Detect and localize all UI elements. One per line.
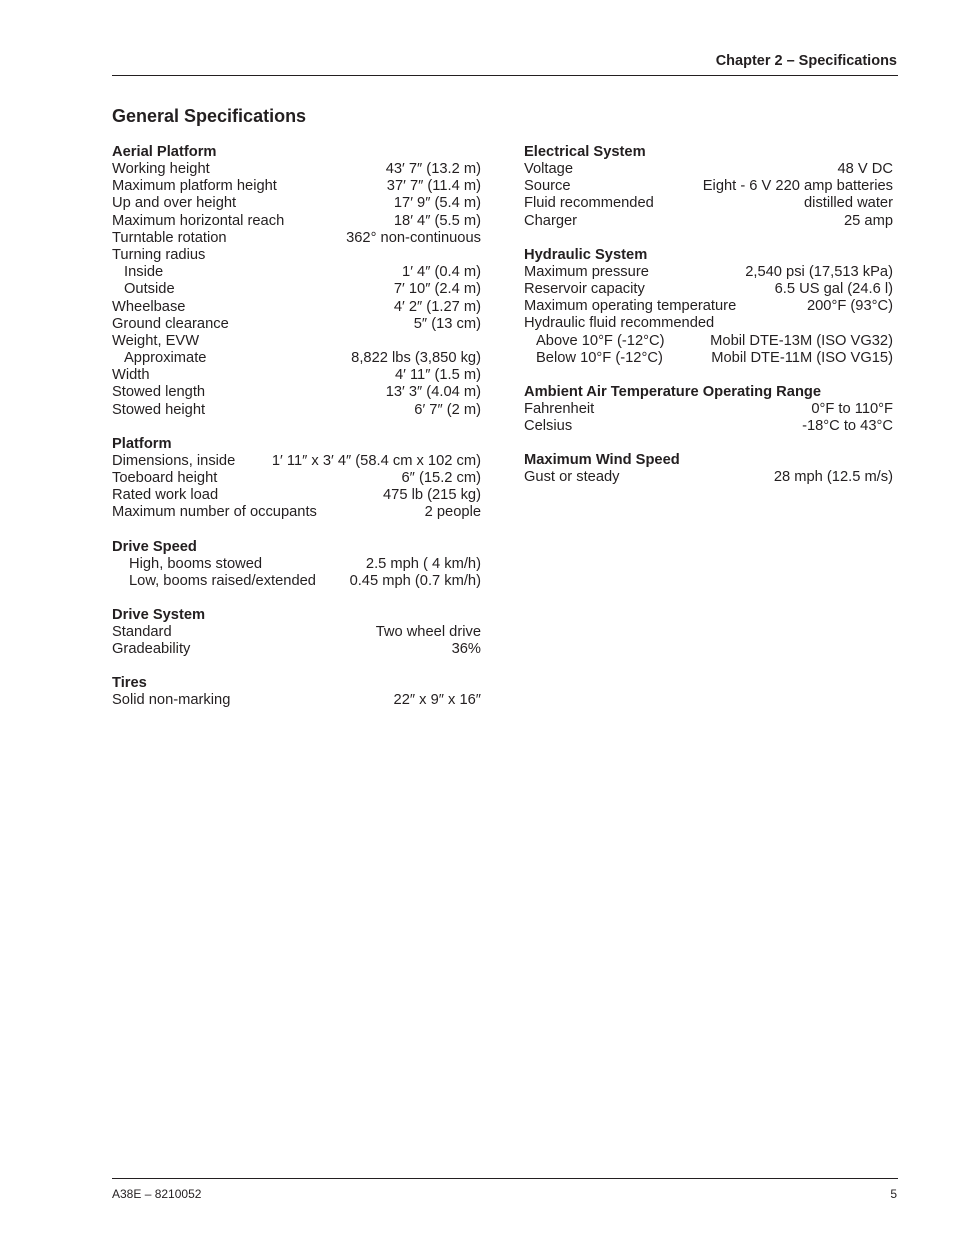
- section-title: Drive Speed: [112, 538, 197, 555]
- spec-value: 7′ 10″ (2.4 m): [393, 281, 481, 298]
- spec-label: Weight, EVW: [112, 332, 200, 349]
- spec-label: Below 10°F (-12°C): [536, 349, 663, 366]
- spec-value: 200°F (93°C): [806, 298, 893, 315]
- spec-label: Inside: [124, 264, 164, 281]
- spec-label: Maximum operating temperature: [524, 298, 737, 315]
- spec-value: 36%: [451, 641, 481, 658]
- section-title: Aerial Platform: [112, 144, 217, 160]
- spec-label: Reservoir capacity: [524, 280, 645, 297]
- spec-row: [112, 573, 481, 590]
- spec-row: [112, 195, 481, 212]
- spec-label: Working height: [112, 161, 210, 177]
- spec-row: [524, 298, 893, 315]
- spec-value: 2 people: [424, 504, 481, 521]
- spec-label: Fahrenheit: [524, 400, 595, 417]
- spec-row: [112, 453, 481, 470]
- spec-label: Stowed height: [112, 401, 206, 418]
- spec-label: Turntable rotation: [112, 229, 227, 246]
- spec-value: 28 mph (12.5 m/s): [773, 469, 893, 486]
- spec-row: [112, 556, 481, 573]
- spec-row: [524, 401, 893, 418]
- spec-label: Stowed length: [112, 384, 206, 401]
- spec-value: 4′ 2″ (1.27 m): [393, 298, 481, 315]
- section-title: Maximum Wind Speed: [524, 452, 680, 469]
- spec-row: [112, 230, 481, 247]
- spec-row: [524, 178, 893, 195]
- spec-row: [112, 333, 481, 350]
- spec-label: Ground clearance: [112, 315, 229, 332]
- spec-label: Rated work load: [112, 487, 219, 504]
- spec-label: Dimensions, inside: [112, 452, 236, 469]
- spec-label: Source: [524, 178, 571, 195]
- spec-value: 8,822 lbs (3,850 kg): [351, 350, 481, 367]
- spec-row: [524, 418, 893, 435]
- spec-label: Hydraulic fluid recommended: [524, 315, 715, 332]
- section-wind-speed: [524, 452, 893, 486]
- spec-row: [524, 161, 893, 178]
- spec-value: 17′ 9″ (5.4 m): [393, 195, 481, 212]
- spec-value: 362° non-continuous: [346, 229, 481, 246]
- spec-row: [112, 264, 481, 281]
- spec-value: Mobil DTE-11M (ISO VG15): [711, 349, 893, 366]
- section-title: Ambient Air Temperature Operating Range: [524, 383, 822, 400]
- spec-value: 0.45 mph (0.7 km/h): [349, 572, 481, 589]
- section-drive-system: [112, 607, 481, 658]
- section-electrical-system: [524, 144, 893, 230]
- spec-label: Up and over height: [112, 195, 237, 212]
- spec-row: [112, 299, 481, 316]
- section-aerial-platform: [112, 144, 481, 419]
- spec-value: 1′ 4″ (0.4 m): [402, 264, 481, 281]
- spec-value: 5″ (13 cm): [413, 315, 481, 332]
- spec-value: 0°F to 110°F: [811, 400, 893, 417]
- spec-label: Celsius: [524, 418, 573, 435]
- spec-value: 1′ 11″ x 3′ 4″ (58.4 cm x 102 cm): [271, 452, 481, 469]
- section-title: Tires: [112, 675, 147, 692]
- spec-row: [112, 281, 481, 298]
- spec-label: Turning radius: [112, 246, 206, 263]
- spec-value: 43′ 7″ (13.2 m): [385, 161, 481, 177]
- spec-value: 2.5 mph ( 4 km/h): [365, 555, 481, 572]
- spec-row: [112, 350, 481, 367]
- spec-label: Toeboard height: [112, 470, 218, 486]
- spec-row: [112, 692, 481, 709]
- spec-row: [112, 178, 481, 195]
- spec-value: 25 amp: [844, 212, 893, 229]
- spec-label: Approximate: [124, 350, 207, 367]
- spec-row: [112, 384, 481, 401]
- spec-row: [524, 195, 893, 212]
- spec-row: [112, 316, 481, 333]
- spec-value: 13′ 3″ (4.04 m): [385, 384, 481, 401]
- spec-value: 2,540 psi (17,513 kPa): [745, 263, 893, 280]
- spec-value: 18′ 4″ (5.5 m): [393, 212, 481, 229]
- spec-row: [524, 281, 893, 298]
- spec-label: Fluid recommended: [524, 195, 654, 212]
- spec-label: Maximum pressure: [524, 263, 649, 280]
- spec-value: Eight - 6 V 220 amp batteries: [702, 178, 893, 195]
- chapter-header: Chapter 2 – Specifications: [715, 53, 897, 69]
- spec-value: Two wheel drive: [375, 623, 481, 640]
- spec-row: [524, 213, 893, 230]
- page-title: General Specifications: [112, 106, 307, 126]
- spec-value: 475 lb (215 kg): [383, 487, 481, 504]
- spec-value: 6′ 7″ (2 m): [414, 401, 481, 418]
- section-drive-speed: [112, 539, 481, 590]
- header-divider: [112, 75, 898, 76]
- footer-divider: [112, 1178, 898, 1179]
- spec-row: [112, 504, 481, 521]
- left-column: [112, 144, 481, 727]
- spec-label: Gradeability: [112, 641, 191, 658]
- section-title: Electrical System: [524, 144, 646, 160]
- spec-row: [524, 333, 893, 350]
- spec-label: Solid non-marking: [112, 692, 231, 709]
- spec-row: [112, 487, 481, 504]
- spec-row: [112, 213, 481, 230]
- spec-row: [524, 315, 893, 332]
- spec-label: Maximum horizontal reach: [112, 212, 285, 229]
- spec-value: 6″ (15.2 cm): [401, 470, 481, 486]
- spec-row: [112, 470, 481, 487]
- section-hydraulic-system: [524, 247, 893, 367]
- right-column: [524, 144, 893, 503]
- section-platform: [112, 436, 481, 522]
- spec-value: 37′ 7″ (11.4 m): [386, 178, 481, 195]
- spec-value: 6.5 US gal (24.6 l): [774, 280, 893, 297]
- spec-row: [524, 264, 893, 281]
- spec-value: 22″ x 9″ x 16″: [393, 692, 481, 709]
- spec-label: Low, booms raised/extended: [129, 572, 316, 589]
- spec-label: Wheelbase: [112, 298, 186, 315]
- page-number: 5: [890, 1187, 897, 1201]
- spec-label: Maximum platform height: [112, 178, 277, 195]
- spec-value: distilled water: [804, 195, 893, 212]
- section-ambient-temperature: [524, 384, 893, 435]
- spec-row: [112, 161, 481, 178]
- spec-label: Width: [112, 367, 150, 384]
- spec-label: Charger: [524, 212, 578, 229]
- spec-label: Gust or steady: [524, 469, 620, 486]
- spec-value: -18°C to 43°C: [802, 418, 893, 435]
- section-title: Hydraulic System: [524, 246, 648, 263]
- spec-value: Mobil DTE-13M (ISO VG32): [710, 332, 893, 349]
- spec-value: 48 V DC: [837, 161, 893, 177]
- spec-label: Voltage: [524, 161, 574, 177]
- spec-row: [112, 247, 481, 264]
- spec-label: High, booms stowed: [129, 555, 263, 572]
- spec-label: Above 10°F (-12°C): [536, 332, 665, 349]
- spec-row: [112, 402, 481, 419]
- spec-label: Standard: [112, 623, 172, 640]
- spec-row: [112, 367, 481, 384]
- spec-row: [112, 641, 481, 658]
- spec-label: Maximum number of occupants: [112, 504, 317, 521]
- spec-row: [112, 624, 481, 641]
- document-number: A38E – 8210052: [112, 1187, 202, 1201]
- spec-row: [524, 350, 893, 367]
- spec-row: [524, 469, 893, 486]
- section-title: Drive System: [112, 606, 206, 623]
- section-title: Platform: [112, 435, 172, 452]
- spec-value: 4′ 11″ (1.5 m): [394, 367, 481, 384]
- section-tires: [112, 675, 481, 709]
- spec-label: Outside: [124, 281, 175, 298]
